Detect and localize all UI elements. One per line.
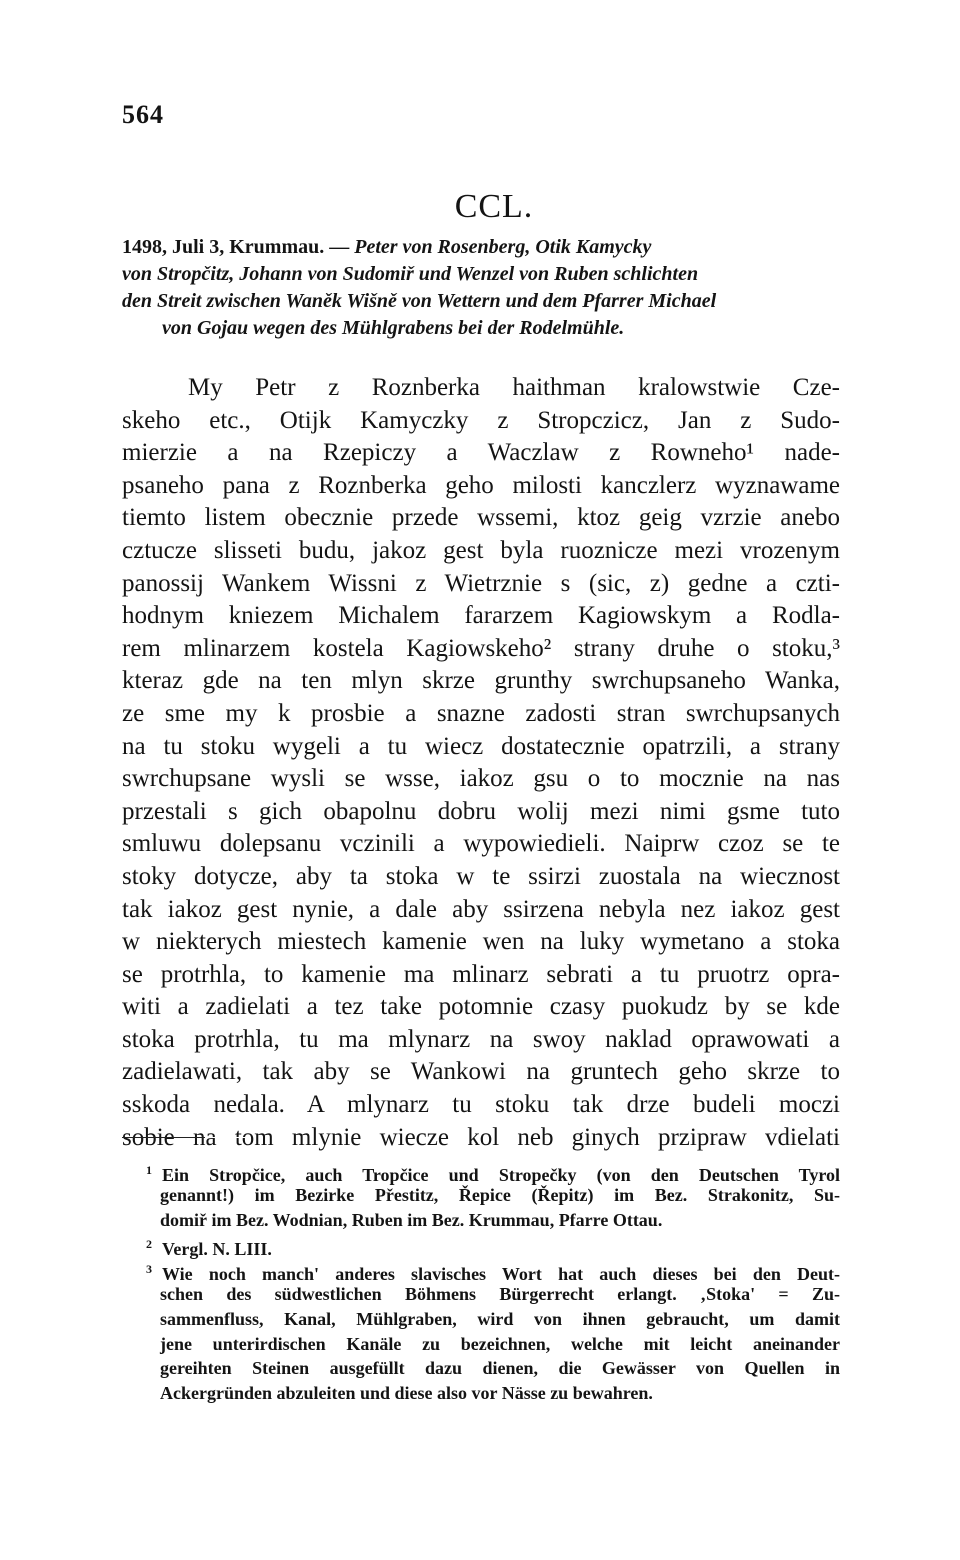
text-line: sobie na tom mlynie wiecze kol neb ginych przipraw vdielati	[122, 1123, 840, 1151]
text-line: psaneho pana z Roznberka geho milosti kanczlerz wyznawame	[122, 471, 840, 499]
footnote-3-line	[146, 1257, 840, 1285]
regest-line	[122, 234, 840, 261]
text-line: rem mlinarzem kostela Kagiowskeho² strany druhe o stoku,³	[122, 634, 840, 662]
text-line: w niekterych miestech kamenie wen na luky wymetano a stoka	[122, 928, 840, 956]
footnotes	[146, 1158, 840, 1406]
text-line: cztucze slisseti budu, jakoz gest byla ruoznicze mezi vrozenym	[122, 536, 840, 564]
text-line: przestali s gich obapolnu dobru wolij mezi nimi gsme tuto	[122, 797, 840, 825]
footnote-text: Wie noch manch' anderes slavisches Wort hat auch dieses bei den Deut-	[162, 1264, 840, 1285]
text-line: smluwu dolepsanu vczinili a wypowiedieli. Naiprw czoz se te	[122, 830, 840, 858]
regest-summary	[122, 234, 840, 342]
text-line: witi a zadielati a tez take potomnie czasy puokudz by se kde	[122, 993, 840, 1021]
footnote-3-line: jene unterirdischen Kanäle zu bezeichnen, welche mit leicht aneinander	[160, 1333, 840, 1354]
text-line: tak iakoz gest nynie, a dale aby ssirzena nebyla nez iakoz gest	[122, 895, 840, 923]
regest-line: von Gojau wegen des Mühlgrabens bei der Rodelmühle.	[162, 317, 625, 339]
footnote-mark: 3	[146, 1262, 152, 1277]
footnote-text: Vergl. N. LIII.	[162, 1239, 272, 1260]
text-line: panossij Wankem Wissni z Wietrznie s (sic, z) gedne a czti-	[122, 569, 840, 597]
regest-line: von Stropčitz, Johann von Sudomiř und Wenzel von Ruben schlichten	[122, 263, 699, 285]
footnote-3-line: schen des südwestlichen Böhmens Bürgerrecht erlangt. ‚Stoka' = Zu-	[160, 1283, 840, 1304]
regest-date-place: 1498, Juli 3, Krummau.	[122, 236, 325, 258]
text-line: swrchupsane wysli se wsse, iakoz gsu o to mocznie na nas	[122, 765, 840, 793]
text-line: skeho etc., Otijk Kamyczky z Stropczicz, Jan z Sudo-	[122, 406, 840, 434]
footnote-1-line: domiř im Bez. Wodnian, Ruben im Bez. Krummau, Pfarre Ottau.	[160, 1209, 663, 1230]
footnote-3-line: Ackergründen abzuleiten und diese also vor Nässe zu bewahren.	[160, 1383, 653, 1404]
footnote-text: Ein Stropčice, auch Tropčice und Stropečky (von den Deutschen Tyrol	[162, 1165, 840, 1185]
text-line: stoka protrhla, tu ma mlynarz na swoy naklad oprawowati a	[122, 1025, 840, 1053]
regest-line-text: Peter von Rosenberg, Otik Kamycky	[354, 236, 652, 258]
text-line: stoky dotycze, aby ta stoka w te ssirzi zuostala na wiecznost	[122, 862, 840, 890]
text-line: se protrhla, to kamenie ma mlinarz sebrati a tu pruotrz opra-	[122, 960, 840, 988]
footnote-1-line: genannt!) im Bezirke Přestitz, Řepice (Řepitz) im Bez. Strakonitz, Su-	[160, 1184, 840, 1205]
text-line: kteraz gde na ten mlyn skrze grunthy swrchupsaneho Wanka,	[122, 667, 840, 695]
text-line: ze sme my k prosbie a snazne zadosti stran swrchupsanych	[122, 699, 840, 727]
regest-dash: —	[324, 236, 355, 258]
regest-line: den Streit zwischen Waněk Wišně von Wettern und dem Pfarrer Michael	[122, 290, 717, 312]
text-line: My Petr z Roznberka haithman kralowstwie Cze-	[188, 374, 840, 401]
text-line: hodnym kniezem Michalem fararzem Kagiowskym a Rodla-	[122, 602, 840, 630]
footnote-mark: 1	[146, 1163, 152, 1177]
text-line: sskoda nedala. A mlynarz tu stoku tak drze budeli moczi	[122, 1091, 840, 1119]
footnote-3-line: sammenfluss, Kanal, Mühlgraben, wird von ihnen gebraucht, um damit	[160, 1308, 840, 1329]
document-number: CCL.	[454, 188, 534, 225]
footnote-1-line	[146, 1158, 840, 1183]
footnote-mark: 2	[146, 1237, 152, 1252]
page-number: 564	[122, 100, 164, 129]
text-line: tiemto listem obecznie przede wssemi, ktoz geig vzrzie anebo	[122, 504, 840, 532]
footnote-separator-gap	[205, 1137, 251, 1138]
text-line: mierzie a na Rzepiczy a Waczlaw z Rowneho¹ nade-	[122, 439, 840, 467]
text-line: na tu stoku wygeli a tu wiecz dostatecznie opatrzili, a strany	[122, 732, 840, 760]
charter-text	[122, 372, 840, 1154]
text-line: zadielawati, tak aby se Wankowi na gruntech geho skrze to	[122, 1058, 840, 1086]
footnote-2-line	[146, 1232, 840, 1260]
footnote-3-line: gereihten Steinen ausgefüllt dazu dienen, die Gewässer von Quellen in	[160, 1358, 840, 1379]
